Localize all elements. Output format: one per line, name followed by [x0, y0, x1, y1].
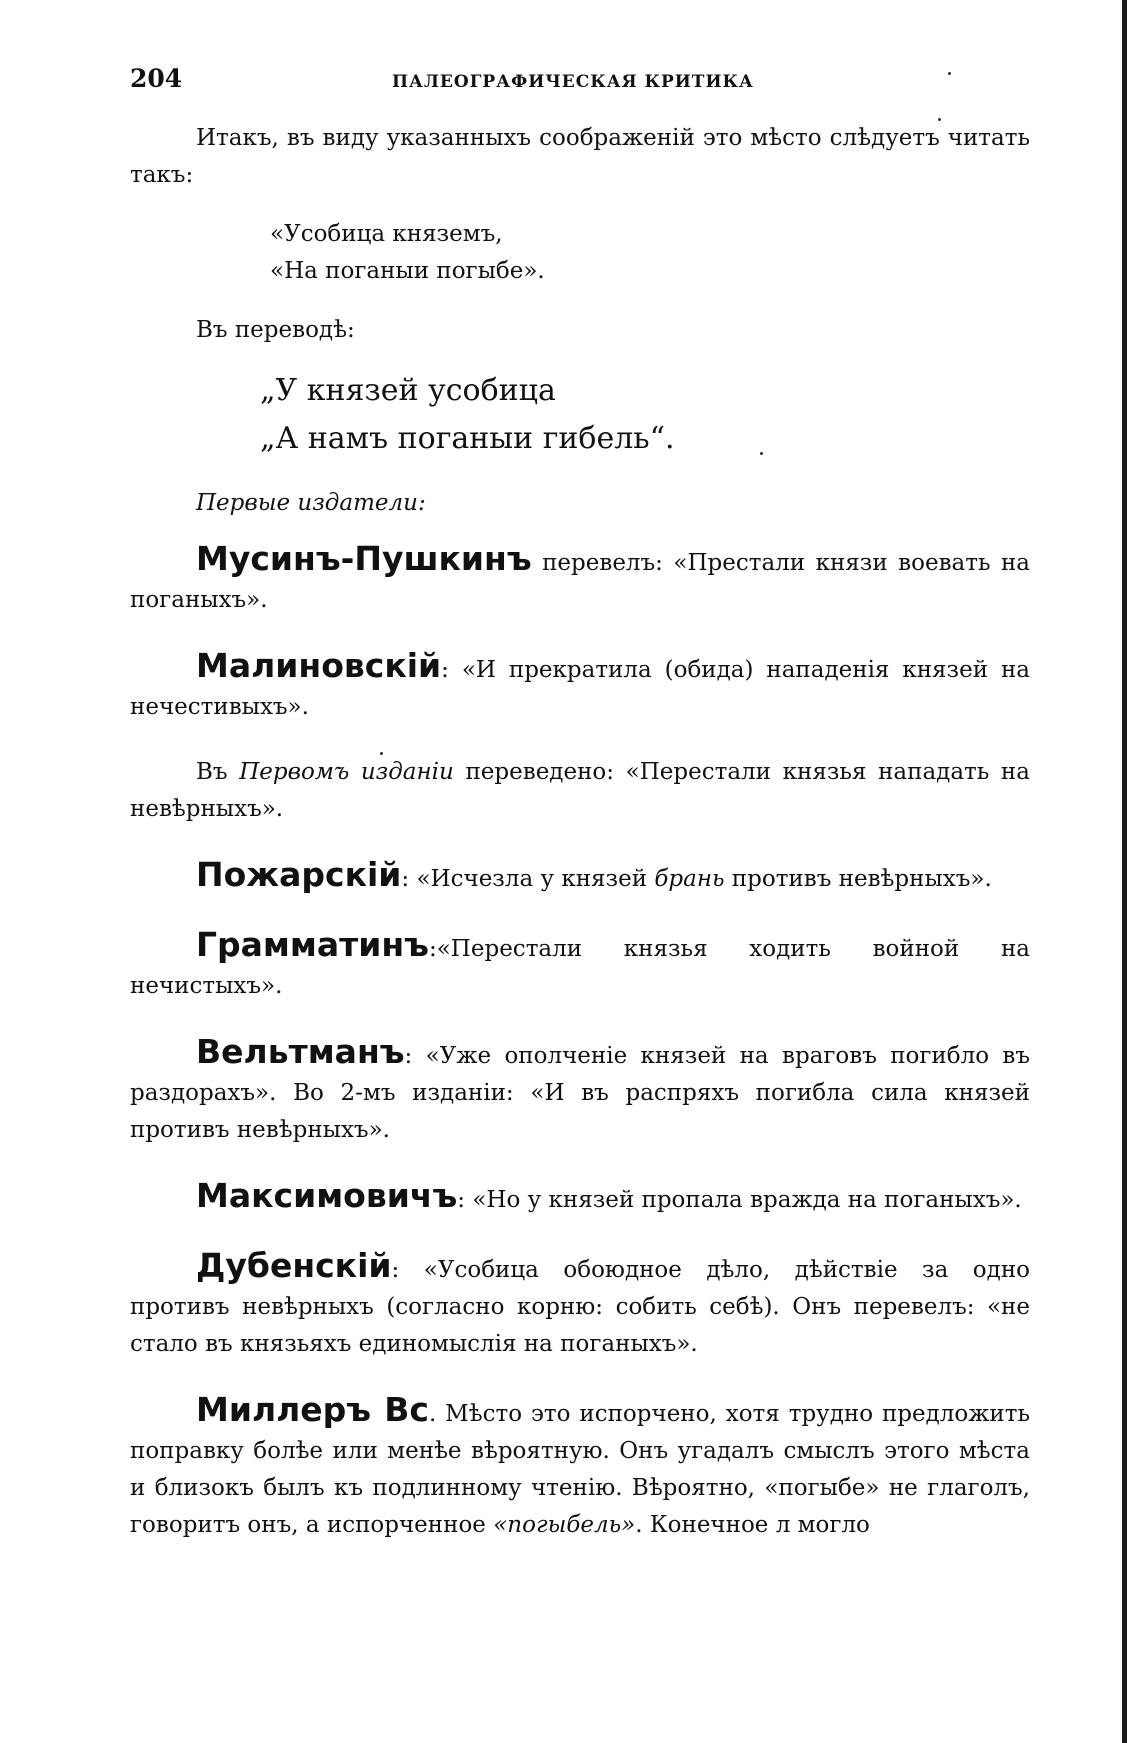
entry-maksimovich: [130, 1177, 1030, 1219]
entry-text: противъ невѣрныхъ».: [724, 866, 992, 892]
author-name: Дубенскій: [196, 1246, 392, 1285]
entry-malinovsky: [130, 647, 1030, 726]
emphasis-word: «погыбель»: [493, 1512, 636, 1538]
first-publishers-label: Первые издатели:: [196, 490, 426, 516]
author-name: Грамматинъ: [196, 925, 429, 964]
entry-text: : «Но у князей пропала вражда на поганыхъ».: [457, 1187, 1022, 1213]
verse-line: «На поганыи погыбе».: [270, 258, 545, 284]
entry-text: :«Перестали князья ходить войной на нечистыхъ».: [130, 936, 1030, 999]
book-page: [130, 60, 1030, 1572]
running-head: ПАЛЕОГРАФИЧЕСКАЯ КРИТИКА: [392, 72, 754, 92]
translated-verse: [260, 367, 1030, 463]
translation-label: Въ переводѣ:: [196, 317, 355, 343]
original-verse: [270, 216, 1030, 290]
entry-dubensky: [130, 1247, 1030, 1363]
entry-text: перевелъ: «Престали князи воевать на поганыхъ».: [130, 550, 1030, 613]
page-binding-edge: [1122, 0, 1127, 1743]
author-name: Миллеръ Вс: [196, 1390, 429, 1429]
emphasis-word: брань: [654, 866, 725, 892]
entry-miller: [130, 1391, 1030, 1544]
page-number: 204: [130, 64, 183, 93]
verse-line: „У князей усобица: [260, 373, 556, 408]
entry-prefix: : «Исчезла у князей: [401, 866, 655, 892]
entry-pozharsky: [130, 856, 1030, 898]
entry-musin-pushkin: [130, 540, 1030, 619]
entry-text: : «Уже ополченіе князей на враговъ погибло въ раздорахъ». Во 2-мъ изданіи: «И въ распряхъ погибла сила князей противъ невѣрныхъ».: [130, 1043, 1030, 1143]
page-header: [130, 60, 1030, 96]
verse-line: „А намъ поганыи гибель“.: [260, 421, 675, 456]
author-name: Малиновскій: [196, 646, 442, 685]
entry-text: : «И прекратила (обида) нападенія князей на нечестивыхъ».: [130, 657, 1030, 720]
author-name: Мусинъ-Пушкинъ: [196, 539, 532, 578]
verse-line: «Усобица княземъ,: [270, 221, 503, 247]
entry-prefix: . Мѣсто это испорчено, хотя трудно предложить поправку болѣе или менѣе вѣроятную. Онъ угадалъ смыслъ этого мѣста и близокъ былъ къ подлинному чтенію. Вѣроятно, «погыбе» не глаголъ, говоритъ онъ, а испорченное: [130, 1401, 1030, 1538]
entry-grammatin: [130, 926, 1030, 1005]
edition-title: Первомъ изданіи: [239, 759, 454, 785]
author-name: Вельтманъ: [196, 1032, 405, 1071]
intro-paragraph: Итакъ, въ виду указанныхъ соображеній это мѣсто слѣдуетъ читать такъ:: [130, 125, 1030, 188]
entry-veltman: [130, 1033, 1030, 1149]
author-name: Максимовичъ: [196, 1176, 458, 1215]
entry-text: : «Усобица обоюдное дѣло, дѣйствіе за одно противъ невѣрныхъ (согласно корню: собить себѣ). Онъ перевелъ: «не стало въ князьяхъ единомыслія на поганыхъ».: [130, 1257, 1030, 1357]
entry-text: переведено: «Перестали князья нападать на невѣрныхъ».: [130, 759, 1030, 822]
entry-first-edition: [130, 754, 1030, 828]
entry-prefix: Въ: [196, 759, 240, 785]
author-name: Пожарскій: [196, 855, 402, 894]
entry-text: . Конечное л могло: [635, 1512, 870, 1538]
